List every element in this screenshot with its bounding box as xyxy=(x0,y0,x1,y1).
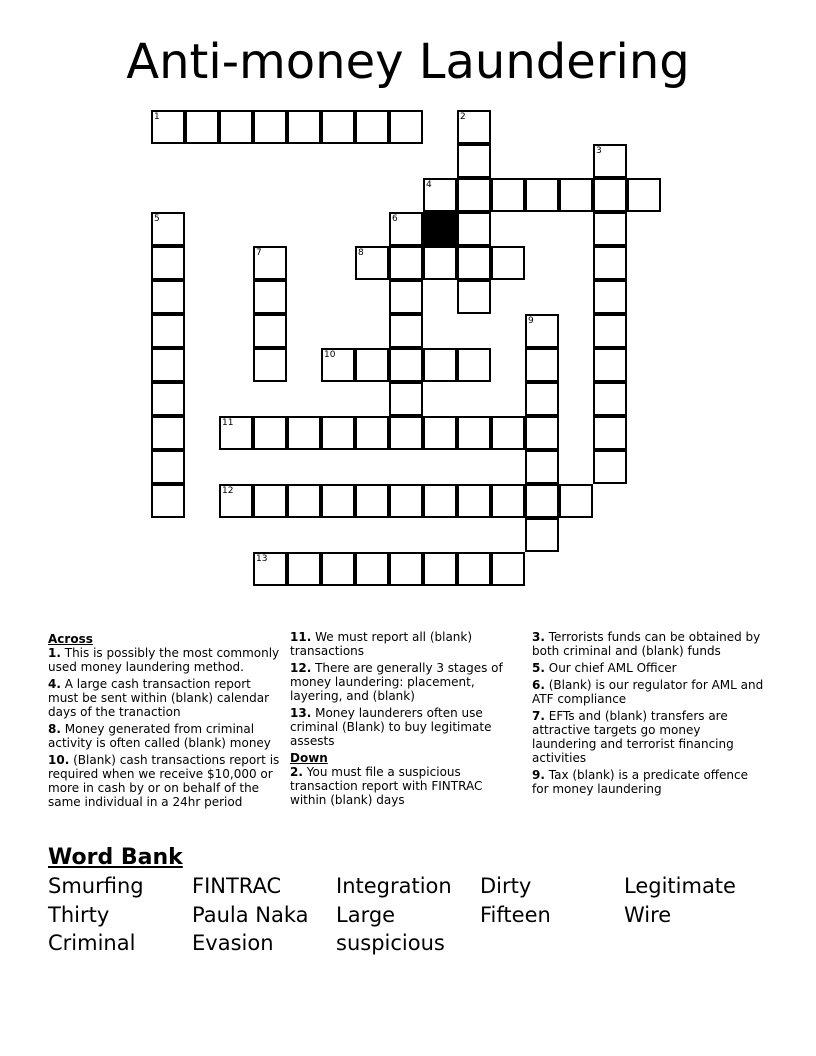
grid-cell[interactable] xyxy=(559,178,593,212)
word-bank-title: Word Bank xyxy=(48,845,183,870)
clue-down-5: 5. Our chief AML Officer xyxy=(532,661,677,675)
clue-column-2 xyxy=(290,630,516,810)
clue-down-9: 9. Tax (blank) is a predicate offence for money laundering xyxy=(532,768,749,796)
grid-cell[interactable] xyxy=(559,484,593,518)
word-bank-item: Criminal xyxy=(48,931,136,955)
clue-down-7: 7. EFTs and (blank) transfers are attractive targets go money laundering and terrorist financing activities xyxy=(532,709,734,765)
grid-cell[interactable] xyxy=(457,144,491,178)
grid-cell[interactable] xyxy=(525,416,559,450)
grid-cell[interactable] xyxy=(151,246,185,280)
grid-cell[interactable] xyxy=(457,552,491,586)
word-bank-item: Thirty xyxy=(48,902,110,927)
grid-cell[interactable] xyxy=(525,518,559,552)
grid-cell[interactable] xyxy=(287,110,321,144)
puzzle-title: Anti-money Laundering xyxy=(126,34,690,90)
grid-cell[interactable] xyxy=(423,348,457,382)
clue-number: 2 xyxy=(460,112,466,122)
clue-across-1: 1. This is possibly the most commonly used money laundering method. xyxy=(48,646,280,674)
grid-cell[interactable] xyxy=(593,212,627,246)
grid-cell[interactable] xyxy=(457,484,491,518)
clue-number: 8 xyxy=(358,248,364,258)
word-bank-item: FINTRAC xyxy=(192,874,282,898)
grid-cell[interactable] xyxy=(593,144,627,178)
clue-number: 13 xyxy=(256,554,268,564)
grid-cell[interactable] xyxy=(525,484,559,518)
grid-cell[interactable] xyxy=(457,348,491,382)
word-bank-item: Fifteen xyxy=(480,902,551,927)
grid-cell[interactable] xyxy=(457,280,491,314)
clue-across-12: 12. There are generally 3 stages of money laundering: placement, layering, and (blank) xyxy=(290,661,503,703)
grid-cell[interactable] xyxy=(423,484,457,518)
across-heading: Across xyxy=(48,632,93,646)
grid-cell[interactable] xyxy=(287,552,321,586)
clue-across-4: 4. A large cash transaction report must be sent within (blank) calendar days of the tranaction xyxy=(48,677,270,719)
word-bank-item: Large xyxy=(336,902,396,927)
grid-cell[interactable] xyxy=(491,484,525,518)
grid-cell[interactable] xyxy=(593,348,627,382)
grid-cell[interactable] xyxy=(525,314,559,348)
grid-cell[interactable] xyxy=(593,178,627,212)
grid-cell[interactable] xyxy=(389,246,423,280)
clue-across-10: 10. (Blank) cash transactions report is required when we receive $10,000 or more in cash by or on behalf of the same individual in a 24hr period xyxy=(48,753,280,809)
grid-cell[interactable] xyxy=(525,178,559,212)
clue-down-2: 2. You must file a suspicious transaction report with FINTRAC within (blank) days xyxy=(290,765,483,807)
word-bank-item: Paula Naka xyxy=(192,902,309,927)
clue-number: 11 xyxy=(222,418,234,428)
grid-cell[interactable] xyxy=(287,484,321,518)
grid-cell[interactable] xyxy=(593,314,627,348)
grid-cell[interactable] xyxy=(457,110,491,144)
grid-cell[interactable] xyxy=(151,450,185,484)
grid-cell[interactable] xyxy=(593,450,627,484)
grid-cell[interactable] xyxy=(593,382,627,416)
grid-cell[interactable] xyxy=(457,178,491,212)
grid-cell[interactable] xyxy=(491,178,525,212)
grid-cell[interactable] xyxy=(321,552,355,586)
grid-cell[interactable] xyxy=(253,348,287,382)
grid-cell[interactable] xyxy=(389,382,423,416)
grid-cell[interactable] xyxy=(525,348,559,382)
clue-column-3 xyxy=(532,630,768,799)
grid-cell[interactable] xyxy=(219,484,253,518)
grid-cell[interactable] xyxy=(355,416,389,450)
clue-number: 5 xyxy=(154,214,160,224)
word-bank-item: suspicious xyxy=(336,931,445,955)
grid-cell[interactable] xyxy=(389,110,423,144)
grid-cell[interactable] xyxy=(389,484,423,518)
grid-cell[interactable] xyxy=(593,416,627,450)
grid-cell[interactable] xyxy=(253,280,287,314)
grid-cell[interactable] xyxy=(151,314,185,348)
clue-number: 1 xyxy=(154,112,160,122)
grid-cell[interactable] xyxy=(151,382,185,416)
down-heading: Down xyxy=(290,751,328,765)
clue-down-3: 3. Terrorists funds can be obtained by both criminal and (blank) funds xyxy=(532,630,761,658)
grid-cell[interactable] xyxy=(423,552,457,586)
grid-cell[interactable] xyxy=(253,484,287,518)
word-bank-item: Dirty xyxy=(480,874,532,898)
grid-cell[interactable] xyxy=(457,212,491,246)
grid-cell[interactable] xyxy=(287,416,321,450)
clue-across-11: 11. We must report all (blank) transactions xyxy=(290,630,473,658)
grid-cell[interactable] xyxy=(491,246,525,280)
grid-cell[interactable] xyxy=(389,212,423,246)
grid-cell[interactable] xyxy=(627,178,661,212)
word-bank-item: Legitimate xyxy=(624,874,736,898)
grid-cell[interactable] xyxy=(593,246,627,280)
grid-cell[interactable] xyxy=(355,484,389,518)
clue-across-13: 13. Money launderers often use criminal (Blank) to buy legitimate assests xyxy=(290,706,492,748)
grid-cell[interactable] xyxy=(389,314,423,348)
grid-cell[interactable] xyxy=(151,484,185,518)
grid-cell[interactable] xyxy=(457,416,491,450)
grid-cell[interactable] xyxy=(253,110,287,144)
clue-number: 4 xyxy=(426,180,432,190)
word-bank-item: Evasion xyxy=(192,931,274,955)
word-bank-item: Smurfing xyxy=(48,874,144,898)
grid-cell[interactable] xyxy=(321,484,355,518)
grid-cell[interactable] xyxy=(355,348,389,382)
clue-across-8: 8. Money generated from criminal activity is often called (blank) money xyxy=(48,722,271,750)
word-bank-item: Integration xyxy=(336,874,452,898)
grid-cell[interactable] xyxy=(389,348,423,382)
grid-cell[interactable] xyxy=(355,110,389,144)
word-bank-item: Wire xyxy=(624,902,672,927)
grid-cell[interactable] xyxy=(253,552,287,586)
grid-cell[interactable] xyxy=(151,348,185,382)
grid-cell[interactable] xyxy=(151,416,185,450)
grid-cell[interactable] xyxy=(389,552,423,586)
grid-cell[interactable] xyxy=(389,280,423,314)
clue-number: 7 xyxy=(256,248,262,258)
grid-cell[interactable] xyxy=(321,110,355,144)
clue-column-1 xyxy=(48,630,284,812)
grid-cell[interactable] xyxy=(253,246,287,280)
clue-number: 9 xyxy=(528,316,534,326)
word-bank xyxy=(48,872,788,958)
grid-cell[interactable] xyxy=(253,416,287,450)
grid-cell[interactable] xyxy=(219,416,253,450)
clue-number: 10 xyxy=(324,350,336,360)
grid-cell[interactable] xyxy=(321,416,355,450)
grid-cell[interactable] xyxy=(525,450,559,484)
grid-cell[interactable] xyxy=(151,280,185,314)
grid-cell[interactable] xyxy=(185,110,219,144)
grid-cell[interactable] xyxy=(151,212,185,246)
grid-cell[interactable] xyxy=(491,552,525,586)
grid-cell[interactable] xyxy=(491,416,525,450)
grid-cell[interactable] xyxy=(151,110,185,144)
grid-cell[interactable] xyxy=(423,178,457,212)
clue-number: 3 xyxy=(596,146,602,156)
grid-cell[interactable] xyxy=(423,416,457,450)
grid-cell[interactable] xyxy=(253,314,287,348)
grid-cell[interactable] xyxy=(593,280,627,314)
grid-cell[interactable] xyxy=(389,416,423,450)
grid-cell[interactable] xyxy=(355,246,389,280)
grid-cell[interactable] xyxy=(525,382,559,416)
grid-cell[interactable] xyxy=(219,110,253,144)
grid-cell[interactable] xyxy=(457,246,491,280)
clue-down-6: 6. (Blank) is our regulator for AML and ATF compliance xyxy=(532,678,764,706)
clue-number: 12 xyxy=(222,486,234,496)
grid-cell[interactable] xyxy=(423,246,457,280)
clue-number: 6 xyxy=(392,214,398,224)
grid-cell[interactable] xyxy=(321,348,355,382)
grid-cell[interactable] xyxy=(355,552,389,586)
black-cell xyxy=(423,212,457,246)
